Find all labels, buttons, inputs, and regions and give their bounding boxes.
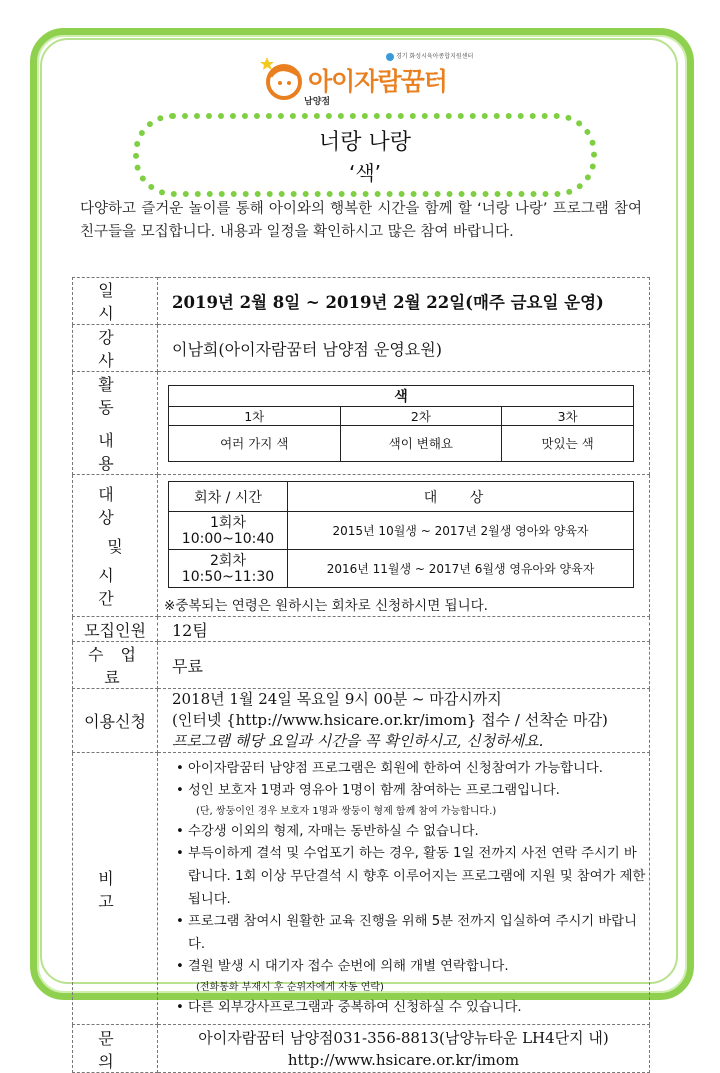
session-1: 1차	[169, 406, 341, 425]
target-row-2	[169, 550, 634, 588]
remark-subnote: (전화통화 부재시 후 순위자에게 자동 연락)	[196, 981, 384, 993]
logo-name: 아이자람꿈터	[308, 67, 447, 96]
row-schedule	[73, 278, 650, 325]
label-target: 대 상 및 시 간	[73, 475, 158, 617]
activity-header: 색	[169, 385, 634, 406]
logo-org-text: 경기 화성시육아종합지원센터	[396, 53, 474, 60]
remark-item: • 결원 발생 시 대기자 접수 순번에 의해 개별 연락합니다.	[176, 956, 649, 979]
value-capacity: 12팀	[158, 617, 650, 642]
program-theme: ‘색’	[348, 161, 382, 185]
row-apply	[73, 689, 650, 753]
row-target	[73, 475, 650, 617]
activity-cell	[158, 372, 650, 475]
target-1-desc: 2015년 10월생 ~ 2017년 2월생 영아와 양육자	[288, 512, 634, 550]
label-capacity: 모집인원	[73, 617, 158, 642]
session-2: 2차	[340, 406, 502, 425]
label-instructor: 강 사	[73, 325, 158, 372]
child-face-icon	[260, 56, 304, 100]
col-time: 회차 / 시간	[169, 482, 288, 512]
topic-2: 색이 변해요	[340, 425, 502, 461]
row-fee	[73, 642, 650, 689]
contact-phone: 아이자람꿈터 남양점031-356-8813(남양뉴타운 LH4단지 내)	[198, 1028, 609, 1047]
target-2-time: 2회차 10:50~11:30	[169, 550, 288, 588]
topic-3: 맛있는 색	[502, 425, 634, 461]
remark-item: • 부득이하게 결석 및 수업포기 하는 경우, 활동 1일 전까지 사전 연락 주시기 바랍니다. 1회 이상 무단결석 시 향후 이루어지는 프로그램에 지원 및 참여가 제한됩니다.	[176, 843, 649, 911]
remark-item: • 수강생 이외의 형제, 자매는 동반하실 수 없습니다.	[176, 821, 649, 844]
contact-url[interactable]: http://www.hsicare.or.kr/imom	[287, 1050, 520, 1069]
target-row-1	[169, 512, 634, 550]
remark-item: • 성인 보호자 1명과 영유아 1명이 함께 참여하는 프로그램입니다.	[176, 780, 649, 803]
intro-text: 다양하고 즐거운 놀이를 통해 아이와의 행복한 시간을 함께 할 ‘너랑 나랑’ 프로그램 참여 친구들을 모집합니다. 내용과 일정을 확인하시고 많은 참여 바랍니다.	[80, 201, 642, 240]
label-schedule: 일 시	[73, 278, 158, 325]
remark-item: • 다른 외부강사프로그램과 중복하여 신청하실 수 있습니다.	[176, 997, 649, 1020]
row-activity	[73, 372, 650, 475]
row-contact	[73, 1025, 650, 1073]
label-fee: 수 업 료	[73, 642, 158, 689]
target-table	[168, 481, 634, 588]
topic-1: 여러 가지 색	[169, 425, 341, 461]
label-apply: 이용신청	[73, 689, 158, 753]
remark-item: • 프로그램 참여시 원활한 교육 진행을 위해 5분 전까지 입실하여 주시기 바랍니다.	[176, 911, 649, 956]
target-1-time: 1회차 10:00~10:40	[169, 512, 288, 550]
activity-table	[168, 385, 634, 462]
row-capacity	[73, 617, 650, 642]
remark-subnote: (단, 쌍둥이인 경우 보호자 1명과 쌍둥이 형제 함께 참여 가능합니다.)	[196, 805, 497, 817]
value-apply	[158, 689, 650, 753]
value-instructor: 이남희(아이자람꿈터 남양점 운영요원)	[158, 325, 650, 372]
target-note: ※중복되는 연령은 원하시는 회차로 신청하시면 됩니다.	[164, 598, 488, 614]
logo-branch: 남양점	[304, 97, 331, 107]
target-cell	[158, 475, 650, 617]
remarks-cell	[158, 753, 650, 1025]
apply-notice: 프로그램 해당 요일과 시간을 꼭 확인하시고, 신청하세요.	[172, 732, 544, 750]
col-target: 대 상	[288, 482, 634, 512]
label-contact: 문 의	[73, 1025, 158, 1073]
label-remarks: 비 고	[73, 753, 158, 1025]
row-remarks	[73, 753, 650, 1025]
title-box	[133, 113, 597, 197]
logo	[258, 44, 478, 108]
session-3: 3차	[502, 406, 634, 425]
value-fee: 무료	[158, 642, 650, 689]
remark-item: • 아이자람꿈터 남양점 프로그램은 회원에 한하여 신청참여가 가능합니다.	[176, 758, 649, 781]
apply-period: 2018년 1월 24일 목요일 9시 00분 ~ 마감시까지	[172, 690, 502, 708]
info-table	[72, 277, 650, 1073]
logo-org	[386, 51, 473, 61]
label-activity: 활 동 내 용	[73, 372, 158, 475]
org-mark-icon	[386, 53, 394, 61]
program-title: 너랑 나랑	[318, 130, 411, 155]
target-2-desc: 2016년 11월생 ~ 2017년 6월생 영유아와 양육자	[288, 550, 634, 588]
value-schedule: 2019년 2월 8일 ~ 2019년 2월 22일(매주 금요일 운영)	[158, 278, 650, 325]
value-contact	[158, 1025, 650, 1073]
remarks-list	[158, 758, 649, 1020]
row-instructor	[73, 325, 650, 372]
apply-method: (인터넷 {http://www.hsicare.or.kr/imom} 접수 / 선착순 마감)	[172, 711, 608, 729]
